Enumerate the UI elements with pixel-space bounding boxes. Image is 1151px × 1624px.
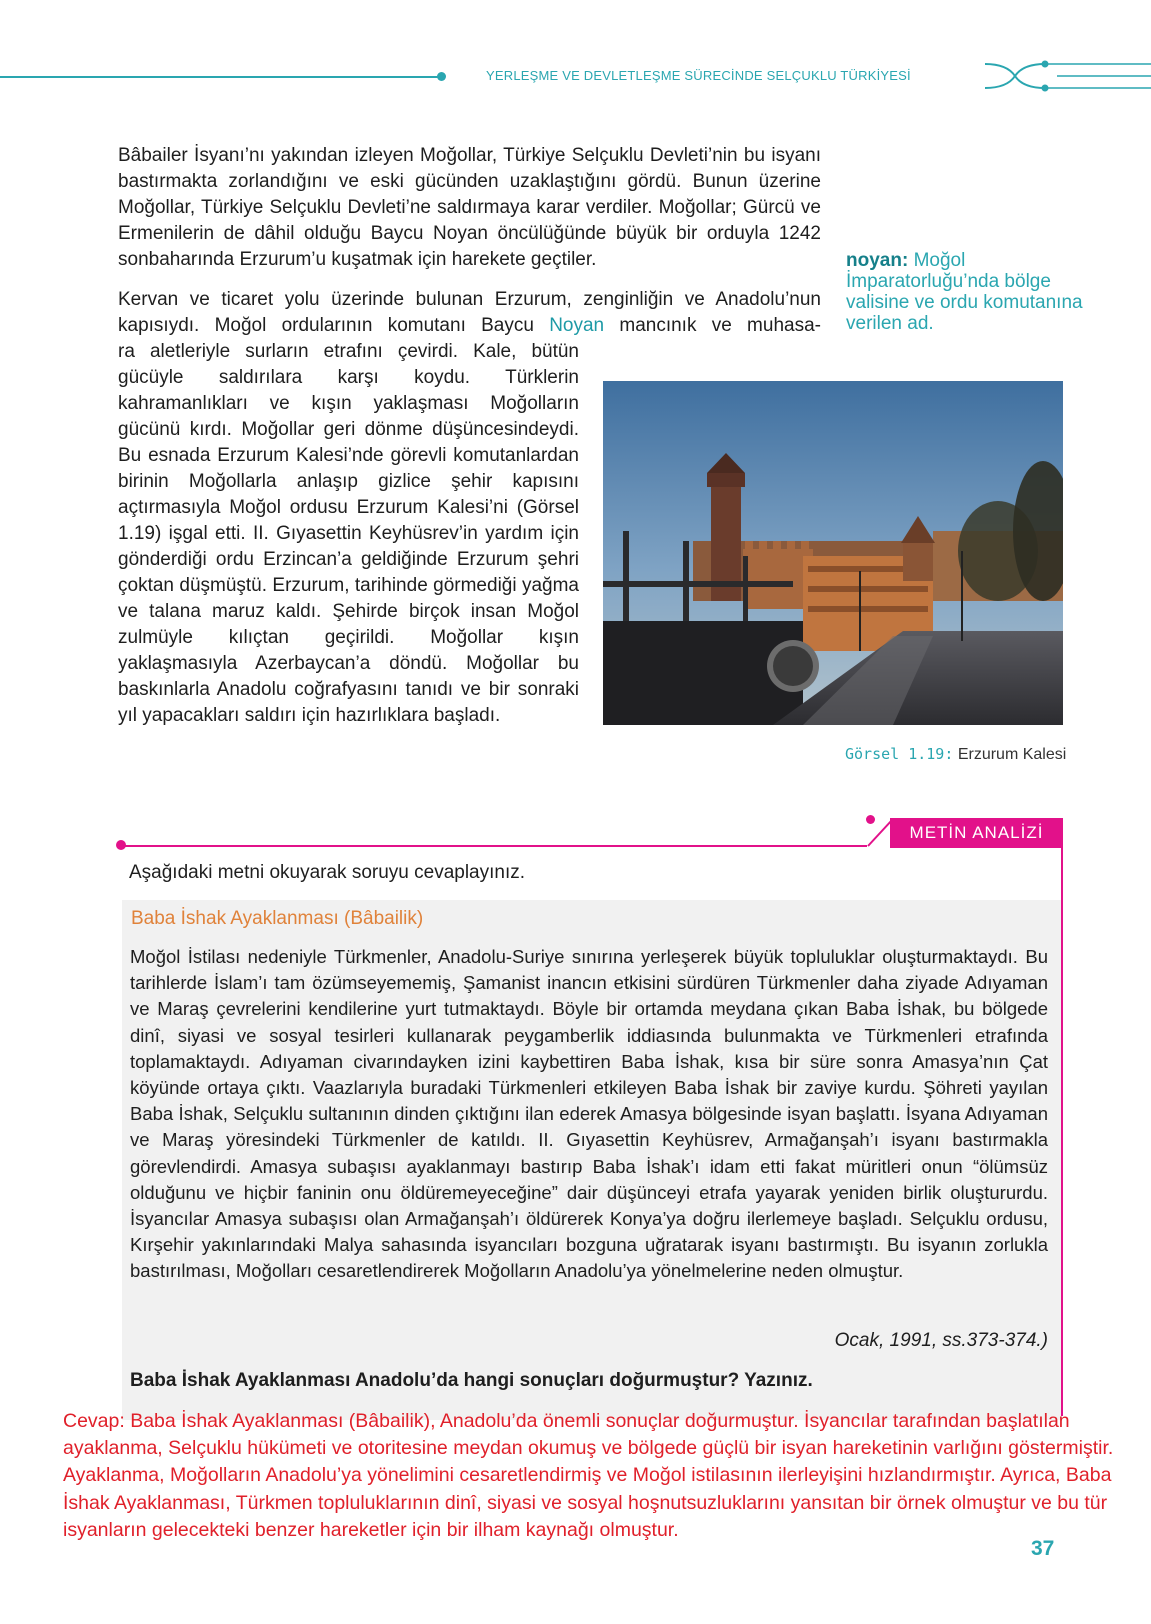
paragraph-intro: Bâbailer İsyanı’nı yakından izleyen Moğollar, Türkiye Selçuklu Devleti’nin bu isyanı bastırmakta zorlandığını ve eski gücünden uzaklaştığını gördü. Bunun üzerine Moğollar, Türkiye Selçuklu Devleti’ne saldırmaya karar verdiler. Moğollar; Gürcü ve Ermenilerin de dâhil olduğu Baycu Noyan öncülüğünde büyük bir orduyla 1242 sonbaharında Erzurum’u kuşatmak için harekete geçtiler. <box>118 145 821 270</box>
header-rule-dot <box>437 72 446 81</box>
analysis-question: Baba İshak Ayaklanması Anadolu’da hangi sonuçları doğurmuştur? Yazınız. <box>130 1370 813 1391</box>
paragraph-erzurum-text-a: Kervan ve ticaret yolu üzerinde bulunan Erzurum, zenginliğin ve Anadolu’nun kapısıydı. Moğol ordularının komutanı Baycu <box>118 289 821 336</box>
text-analysis-tag: METİN ANALİZİ <box>890 818 1063 848</box>
page-number: 37 <box>1031 1537 1055 1560</box>
figure-label: Görsel 1.19: <box>845 745 954 763</box>
analysis-text: Moğol İstilası nedeniyle Türkmenler, Anadolu-Suriye sınırına yerleşerek büyük topluluklar oluşturmaktaydı. Bu tarihlerde İslam’ı tam özümseyememiş, Şamanist inancın etkisini sürdüren Türkmenler daha ziyade Adıyaman ve Maraş çevrelerini kendilerine yurt tutmaktaydı. Böyle bir ortamda meydana çıkan Baba İshak, bu bölgede dinî, siyasi ve sosyal tesirleri kullanarak peygamberlik iddiasında bulunmakta ve Türkmenleri etrafında toplamaktaydı. Adıyaman civarındayken izini kaybettiren Baba İshak, kısa bir süre sonra Amasya’nın Çat köyünde ortaya çıktı. Vaazlarıyla buradaki Türkmenleri etkileyen Baba İshak bir zaviye kurdu. Şöhreti yayılan Baba İshak, Selçuklu sultanının dinden çıktığını ilan ederek Amasya bölgesinde isyan başlattı. İsyana Adıyaman ve Maraş yöresindeki Türkmenler de katıldı. II. Gıyasettin Keyhüsrev, Armağanşah’ı isyanı bastırmakla görevlendirdi. Amasya subaşısı ayaklanmayı bastırıp Baba İshak’ı idam etti fakat müritleri onun “ölümsüz olduğunu ve hiçbir faninin onu öldüremeyeceğine” dair düşünceyi etrafa yayarak yeniden birlik oluştururdu. İsyancılar Amasya subaşısı olan Armağanşah’ı öldürerek Konya’ya doğru ilerlemeye başladı. Selçuklu ordusu, Kırşehir yakınlarındaki Malya sahasında isyancıları bozguna uğratarak isyanı bastırmıştı. Bu isyanın zorlukla bastırılması, Moğolları cesaretlendirerek Moğolların Anadolu’ya yönelmelerine neden olmuştur. <box>130 946 1048 1282</box>
figure-caption <box>845 745 1066 764</box>
analysis-instruction: Aşağıdaki metni okuyarak soruyu cevaplayınız. <box>129 862 526 883</box>
analysis-box-border <box>1061 846 1063 1416</box>
analysis-rule-dot-top <box>866 815 875 824</box>
paragraph-erzurum-start <box>118 287 821 339</box>
erzurum-castle-photo <box>603 381 1063 725</box>
noyan-glossary-link[interactable]: Noyan <box>549 315 605 336</box>
glossary-definition: Moğol İmparatorluğu’nda bölge valisine ve ordu komutanına verilen ad. <box>846 250 1083 334</box>
glossary-note <box>846 250 1086 334</box>
analysis-rule-dot <box>116 840 126 850</box>
analysis-rule <box>122 845 867 847</box>
header-ornament-icon <box>985 56 1151 96</box>
header-rule <box>0 76 440 78</box>
figure-caption-text: Erzurum Kalesi <box>957 746 1067 763</box>
answer-text[interactable]: Cevap: Baba İshak Ayaklanması (Bâbailik), Anadolu’da önemli sonuçlar doğurmuştur. İsyancılar tarafından başlatılan ayaklanma, Selçuklu hükümeti ve otoritesine meydan okumuş ve bölgede güçlü bir isyan hareketinin varlığını göstermiştir. Ayaklanma, Moğolların Anadolu’ya yönelimini cesaretlendirmiş ve Moğol istilasının ilerleyişini hızlandırmıştır. Ayrıca, Baba İshak Ayaklanması, Türkmen topluluklarının dinî, siyasi ve sosyal hoşnutsuzluklarını yansıtan bir örnek olmuştur ve bu tür isyanların gelecekteki benzer hareketler için bir ilham kaynağı olmuştur. <box>63 1410 1114 1541</box>
analysis-title: Baba İshak Ayaklanması (Bâbailik) <box>131 908 424 929</box>
paragraph-erzurum-siege: ra aletleriyle surların etrafını çevirdi. Kale, bütün gücüyle saldırılara karşı koydu. Türklerin kahramanlıkları ve kışın yaklaşması Moğolların gücünü kırdı. Moğollar geri dönme düşüncesindeydi. Bu esnada Erzurum Kalesi’nde görevli komutanlardan birinin Moğollarla anlaşıp gizlice şehir kapısını açtırmasıyla Moğol ordusu Erzurum Kalesi’ni (Görsel 1.19) işgal etti. II. Gıyasettin Keyhüsrev’in yardım için gönderdiği ordu Erzincan’a geldiğinde Erzurum şehri çoktan düşmüştü. Erzurum, tarihinde görmediği yağma ve talana maruz kaldı. Şehirde birçok insan Moğol zulmüyle kılıçtan geçirildi. Moğollar kışın yaklaşmasıyla Azerbaycan’a döndü. Moğollar bu baskınlarla Anadolu coğrafyasını tanıdı ve bir sonraki yıl yapacakları saldırı için hazırlıklara başladı. <box>118 341 579 726</box>
paragraph-erzurum-text-b: mancınık ve muhasa- <box>604 315 821 336</box>
chapter-title: YERLEŞME VE DEVLETLEŞME SÜRECİNDE SELÇUKLU TÜRKİYESİ <box>486 68 911 83</box>
analysis-source: Ocak, 1991, ss.373-374.) <box>834 1330 1048 1351</box>
glossary-term: noyan: <box>846 250 909 271</box>
